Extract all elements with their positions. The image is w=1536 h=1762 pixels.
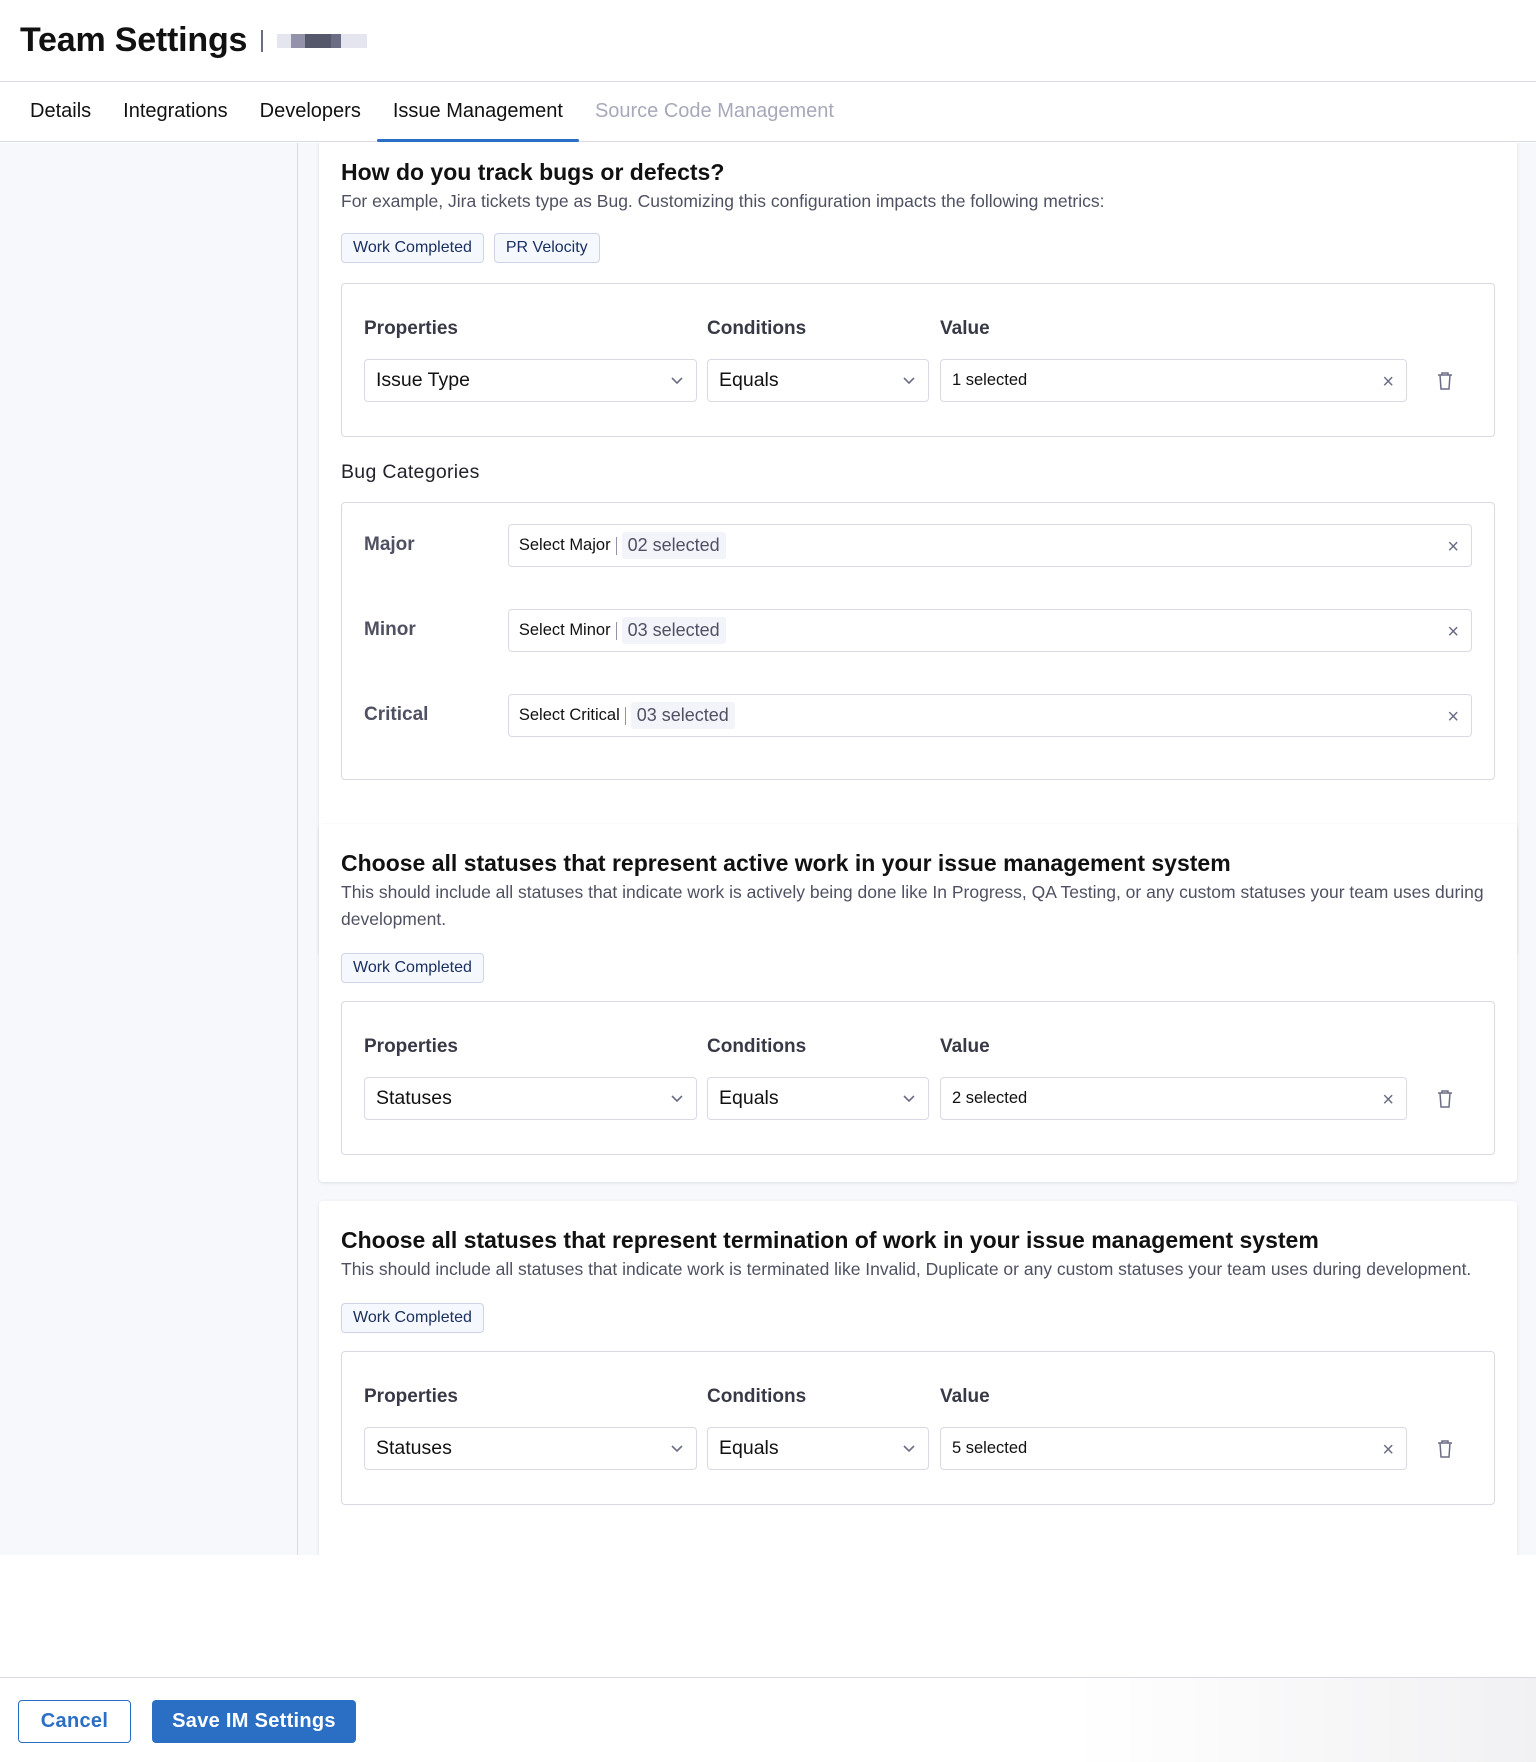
value-select[interactable] bbox=[940, 1077, 1407, 1120]
trash-icon[interactable] bbox=[1435, 1088, 1455, 1110]
bug-categories-label: Bug Categories bbox=[341, 461, 480, 483]
select-label: Select Minor bbox=[518, 621, 611, 639]
metric-tag: PR Velocity bbox=[494, 233, 600, 263]
condition-box bbox=[341, 283, 1495, 437]
divider bbox=[625, 707, 626, 725]
settings-content[interactable] bbox=[298, 143, 1536, 1555]
metric-tag: Work Completed bbox=[341, 953, 484, 983]
page-header bbox=[0, 0, 1536, 82]
condition-value: Equals bbox=[719, 369, 779, 391]
title-separator bbox=[261, 30, 263, 52]
cancel-button[interactable]: Cancel bbox=[18, 1700, 131, 1743]
major-select[interactable] bbox=[508, 524, 1472, 567]
condition-select[interactable] bbox=[707, 1077, 929, 1120]
bug-category-row-critical bbox=[364, 694, 1472, 779]
condition-box bbox=[341, 1351, 1495, 1505]
metric-tag: Work Completed bbox=[341, 1303, 484, 1333]
selected-count: 03 selected bbox=[631, 702, 735, 729]
close-icon[interactable]: × bbox=[1447, 536, 1459, 558]
properties-header: Properties bbox=[364, 1036, 458, 1057]
tab-integrations[interactable]: Integrations bbox=[123, 100, 228, 122]
condition-row bbox=[364, 1427, 1472, 1470]
metric-tags bbox=[341, 1303, 1495, 1333]
critical-select[interactable] bbox=[508, 694, 1472, 737]
page-title: Team Settings bbox=[20, 21, 248, 59]
bug-tracking-description: For example, Jira tickets type as Bug. Customizing this configuration impacts the following metrics: bbox=[341, 191, 1105, 211]
bug-category-name: Minor bbox=[364, 619, 416, 640]
condition-headers bbox=[364, 318, 1472, 340]
selected-count: 03 selected bbox=[622, 617, 726, 644]
conditions-header: Conditions bbox=[707, 318, 807, 339]
condition-box bbox=[341, 1001, 1495, 1155]
properties-header: Properties bbox=[364, 318, 458, 339]
bug-tracking-title: How do you track bugs or defects? bbox=[341, 159, 725, 185]
value-select[interactable] bbox=[940, 1427, 1407, 1470]
metric-tags bbox=[341, 953, 1495, 983]
tab-source-code-management: Source Code Management bbox=[594, 100, 834, 122]
bug-category-row-minor bbox=[364, 609, 1472, 694]
chevron-down-icon bbox=[670, 1091, 684, 1105]
chevron-down-icon bbox=[902, 1091, 916, 1105]
value-header: Value bbox=[940, 318, 990, 339]
conditions-header: Conditions bbox=[707, 1386, 807, 1407]
condition-headers bbox=[364, 1386, 1472, 1408]
settings-tabs bbox=[0, 82, 1536, 142]
condition-value: Equals bbox=[719, 1437, 779, 1459]
value-count: 2 selected bbox=[952, 1089, 1028, 1107]
tab-details[interactable]: Details bbox=[30, 100, 92, 122]
chevron-down-icon bbox=[902, 373, 916, 387]
redacted-team-name bbox=[277, 34, 367, 48]
divider bbox=[616, 537, 617, 555]
property-value: Statuses bbox=[376, 1087, 452, 1109]
close-icon[interactable]: × bbox=[1382, 371, 1394, 393]
conditions-header: Conditions bbox=[707, 1036, 807, 1057]
select-label: Select Critical bbox=[518, 706, 620, 724]
condition-row bbox=[364, 359, 1472, 402]
bug-categories-box bbox=[341, 502, 1495, 780]
condition-row bbox=[364, 1077, 1472, 1120]
divider bbox=[616, 622, 617, 640]
property-select[interactable] bbox=[364, 359, 697, 402]
bug-category-name: Critical bbox=[364, 704, 429, 725]
condition-value: Equals bbox=[719, 1087, 779, 1109]
chevron-down-icon bbox=[902, 1441, 916, 1455]
tab-issue-management[interactable]: Issue Management bbox=[377, 82, 579, 141]
trash-icon[interactable] bbox=[1435, 370, 1455, 392]
minor-select[interactable] bbox=[508, 609, 1472, 652]
termination-status-title: Choose all statuses that represent termination of work in your issue management system bbox=[341, 1227, 1319, 1253]
close-icon[interactable]: × bbox=[1382, 1089, 1394, 1111]
bug-category-row-major bbox=[364, 524, 1472, 609]
left-panel bbox=[0, 143, 298, 1555]
property-value: Statuses bbox=[376, 1437, 452, 1459]
close-icon[interactable]: × bbox=[1382, 1439, 1394, 1461]
property-select[interactable] bbox=[364, 1427, 697, 1470]
select-label: Select Major bbox=[518, 536, 611, 554]
value-count: 1 selected bbox=[952, 371, 1028, 389]
chevron-down-icon bbox=[670, 373, 684, 387]
value-select[interactable] bbox=[940, 359, 1407, 402]
save-im-settings-button[interactable]: Save IM Settings bbox=[152, 1700, 356, 1743]
close-icon[interactable]: × bbox=[1447, 706, 1459, 728]
condition-headers bbox=[364, 1036, 1472, 1058]
property-select[interactable] bbox=[364, 1077, 697, 1120]
active-status-title: Choose all statuses that represent active work in your issue management system bbox=[341, 850, 1231, 876]
active-status-description: This should include all statuses that indicate work is actively being done like In Progress, QA Testing, or any custom statuses your team uses during development. bbox=[341, 882, 1484, 929]
condition-select[interactable] bbox=[707, 1427, 929, 1470]
bug-category-name: Major bbox=[364, 534, 415, 555]
trash-icon[interactable] bbox=[1435, 1438, 1455, 1460]
property-value: Issue Type bbox=[376, 369, 470, 391]
termination-status-description: This should include all statuses that indicate work is terminated like Invalid, Duplicate or any custom statuses your team uses during development. bbox=[341, 1259, 1472, 1279]
chevron-down-icon bbox=[670, 1441, 684, 1455]
condition-select[interactable] bbox=[707, 359, 929, 402]
footer-actions bbox=[0, 1677, 1536, 1762]
properties-header: Properties bbox=[364, 1386, 458, 1407]
termination-status-card bbox=[319, 1201, 1517, 1555]
value-header: Value bbox=[940, 1386, 990, 1407]
active-status-card bbox=[319, 824, 1517, 1182]
value-header: Value bbox=[940, 1036, 990, 1057]
tab-developers[interactable]: Developers bbox=[259, 100, 361, 122]
metric-tags bbox=[341, 233, 1495, 263]
metric-tag: Work Completed bbox=[341, 233, 484, 263]
value-count: 5 selected bbox=[952, 1439, 1028, 1457]
close-icon[interactable]: × bbox=[1447, 621, 1459, 643]
selected-count: 02 selected bbox=[622, 532, 726, 559]
